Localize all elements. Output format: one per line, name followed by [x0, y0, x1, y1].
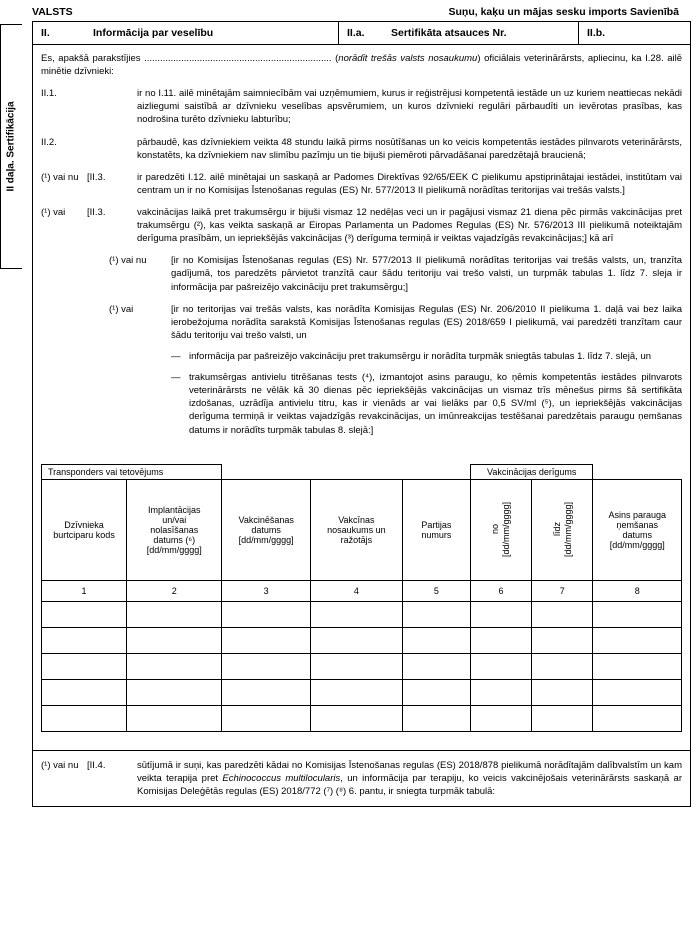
col-header-vaccine-name	[310, 479, 402, 580]
document-title: Suņu, kaķu un mājas sesku imports Savienībā	[448, 6, 679, 18]
subclause-a-label	[75, 254, 171, 293]
table-cell[interactable]	[127, 601, 222, 627]
table-cell[interactable]	[470, 705, 531, 731]
vaccination-table-wrapper	[33, 454, 690, 732]
table-cell[interactable]	[222, 679, 311, 705]
table-transponder-row	[42, 464, 682, 479]
table-cell[interactable]	[42, 601, 127, 627]
col-header-batch-number-l2: numurs	[421, 529, 452, 540]
col-header-valid-to	[532, 479, 593, 580]
table-cell[interactable]	[127, 627, 222, 653]
clause-ii-3a-option: (¹) vai nu	[41, 171, 79, 183]
table-footer-spacer	[33, 732, 690, 740]
table-cell[interactable]	[593, 627, 682, 653]
table-cell[interactable]	[127, 705, 222, 731]
subclause-b-text	[171, 303, 682, 437]
clause-ii-3b-number: [II.3.	[87, 206, 106, 218]
table-cell[interactable]	[222, 627, 311, 653]
section-ii-cell	[33, 22, 338, 44]
col-header-vaccine-name-l1: Vakcīnas	[338, 514, 375, 525]
section-iib-number: II.b.	[587, 27, 606, 39]
col-header-blood-sample-date	[593, 479, 682, 580]
col-header-implant-date-l5: [dd/mm/gggg]	[146, 544, 202, 555]
subclause-b-option: (¹) vai	[109, 303, 134, 315]
table-row[interactable]	[42, 679, 682, 705]
table-cell[interactable]	[532, 705, 593, 731]
section-iib-cell	[578, 22, 690, 44]
section-iia-title: Sertifikāta atsauces Nr.	[391, 27, 507, 39]
table-row[interactable]	[42, 653, 682, 679]
section-header-row	[33, 22, 690, 45]
subclause-b-label	[75, 303, 171, 437]
clause-ii-3a-label	[41, 171, 137, 197]
table-cell[interactable]	[42, 627, 127, 653]
table-cell[interactable]	[593, 601, 682, 627]
col-header-implant-date-l4: datums (⁶)	[153, 534, 196, 545]
dash-item-2-text: trakumsērgas antivielu titrēšanas tests (⁴), izmantojot asins paraugu, ko ņēmis kompetentās iestādes pilnvarots veterinārārsts ne vēlāk kā 30 dienas pēc iepriekšējās vakcinācijas un vismaz trīs mēnešus pirms šā sertifikāta izdošanas, uzrādīja antivielu titru, kas ir vienāds ar vai lielāks par 0,5 SV/ml (⁵), un iepriekšējās vakcinācijas derīguma termiņā ir veiktas vajadzīgās revakcinācijas, un imūnreakcijas testēšanai paredzētais paraugu ņemšanas datums ir norādīts turpmāk tabulas 8. slejā:]	[189, 372, 682, 436]
dash-item-1	[171, 350, 682, 363]
col-header-animal-code-l2: burtciparu kods	[53, 529, 115, 540]
col-number-6: 6	[470, 580, 531, 601]
col-header-valid-from-l2: [dd/mm/gggg]	[501, 502, 512, 558]
section-iia-cell	[338, 22, 578, 44]
dash-item-2	[171, 371, 682, 437]
table-cell[interactable]	[42, 653, 127, 679]
subclause-b-main-text: [ir no teritorijas vai trešās valsts, kas norādīta Komisijas Regulas (ES) Nr. 206/2010 II pielikuma 1. daļā vai bez laika ierobežojuma norādīta sarakstā Komisijas Īstenošanas regulas (ES) 2018/659 I pielikumā, vai paredzēti tranzītam caur šādu teritoriju vai trešo valsti, un	[171, 303, 682, 341]
col-header-blood-sample-date-l4: [dd/mm/gggg]	[609, 539, 665, 550]
col-header-valid-to-l2: [dd/mm/gggg]	[562, 502, 573, 558]
dash-marker-1: —	[171, 350, 181, 362]
section-iia-number: II.a.	[347, 27, 365, 39]
clause-ii-4	[41, 759, 682, 798]
country-label: VALSTS	[32, 6, 73, 18]
subclause-option-a	[41, 254, 682, 293]
table-cell[interactable]	[127, 679, 222, 705]
subclause-a-option: (¹) vai nu	[109, 255, 147, 267]
table-cell[interactable]	[310, 705, 402, 731]
table-cell[interactable]	[593, 679, 682, 705]
col-header-animal-code	[42, 479, 127, 580]
table-cell[interactable]	[532, 627, 593, 653]
table-row[interactable]	[42, 705, 682, 731]
table-cell[interactable]	[310, 601, 402, 627]
subclause-a-text: [ir no Komisijas Īstenošanas regulas (ES) Nr. 577/2013 II pielikumā norādītas teritorijas vai trešās valsts, un, tranzīta gadījumā, tos paredzēts pārvietot tranzītā caur šādu teritoriju vai trešo valsti, un turpmāk tabulas 1. līdz 7. sleja ir informācija par pašreizējo vakcināciju pret trakumsērgu;]	[171, 255, 682, 293]
col-header-valid-from-l1: no	[490, 524, 501, 535]
table-cell[interactable]	[532, 601, 593, 627]
clause-ii-4-text-b: , un informācija par terapiju, ko veicis vakcinējošais veterinārārsts saskaņā ar Komisijas Deleģētās regulas (ES) 2018/772 (⁷) (⁸) 6. pantu, ir sniegta turpmāk tabulā:	[137, 772, 682, 797]
col-header-blood-sample-date-l2: ņemšanas	[616, 519, 658, 530]
clause-ii-4-text-italic: Echinococcus multilocularis	[222, 772, 341, 784]
col-header-implant-date-l3: nolasīšanas	[150, 524, 199, 535]
table-cell[interactable]	[222, 705, 311, 731]
col-number-5: 5	[402, 580, 470, 601]
table-cell[interactable]	[42, 679, 127, 705]
col-header-implant-date-l1: Implantācijas	[148, 504, 201, 515]
col-header-vacc-date-l2: datums	[251, 524, 281, 535]
clause-ii-3b-option: (¹) vai	[41, 206, 66, 218]
col-header-blood-sample-date-l1: Asins parauga	[608, 509, 666, 520]
table-row[interactable]	[42, 601, 682, 627]
col-number-7: 7	[532, 580, 593, 601]
clause-ii-4-text	[137, 759, 682, 798]
col-number-2: 2	[127, 580, 222, 601]
col-header-valid-to-l1: līdz	[551, 522, 562, 537]
page-header	[10, 6, 683, 21]
col-header-vaccine-name-l3: ražotājs	[340, 534, 373, 545]
table-cell[interactable]	[402, 601, 470, 627]
clause-ii-3a-text: ir paredzēti I.12. ailē minētajai un saskaņā ar Padomes Direktīvas 92/65/EEK C pielikumu apstiprinātajai iestādei, institūtam vai centram un ir no Komisijas Īstenošanas regulas (ES) Nr. 577/2013 II pielikumā norādītas teritorijas vai trešās valsts.]	[137, 171, 682, 196]
intro-text-italic: norādīt trešās valsts nosaukumu	[338, 53, 478, 64]
table-cell[interactable]	[402, 653, 470, 679]
clause-ii-1-text: ir no I.11. ailē minētajām saimniecībām vai uzņēmumiem, kurus ir reģistrējusi kompetentā iestāde un uz kuriem neattiecas nekādi aizliegumi saistībā ar dzīvnieku veselības apsvērumiem, un kuros dzīvnieki regulāri pārbaudīti un ievērotas prasības, kas nodrošina turēto dzīvnieku labturību;	[137, 88, 682, 126]
col-number-4: 4	[310, 580, 402, 601]
vaccination-validity-group-label: Vakcinācijas derīgums	[470, 464, 593, 479]
clause-ii-3b-label	[41, 206, 137, 245]
table-cell[interactable]	[593, 705, 682, 731]
clause-ii-1-label	[41, 87, 137, 126]
table-cell[interactable]	[222, 653, 311, 679]
col-number-1: 1	[42, 580, 127, 601]
col-header-valid-to-text	[552, 502, 574, 557]
table-cell[interactable]	[532, 679, 593, 705]
col-header-blood-sample-date-l3: datums	[622, 529, 652, 540]
section-ii-number: II.	[41, 27, 50, 39]
clause-ii-4-box	[33, 750, 690, 806]
dash-marker-2: —	[171, 372, 181, 384]
table-cell[interactable]	[310, 627, 402, 653]
clause-ii-4-label	[41, 759, 137, 798]
table-row[interactable]	[42, 627, 682, 653]
col-header-vacc-date-l3: [dd/mm/gggg]	[238, 534, 294, 545]
col-header-batch-number-l1: Partijas	[421, 519, 452, 530]
col-header-animal-code-l1: Dzīvnieka	[64, 519, 104, 530]
table-cell[interactable]	[127, 653, 222, 679]
certification-body	[33, 45, 690, 454]
table-empty-spacer-b	[593, 464, 682, 479]
table-cell[interactable]	[470, 653, 531, 679]
col-header-implant-date	[127, 479, 222, 580]
col-header-batch-number	[402, 479, 470, 580]
clause-ii-1-number: II.1.	[41, 88, 57, 100]
col-header-valid-from-text	[490, 502, 512, 557]
table-cell[interactable]	[532, 653, 593, 679]
section-ii-title: Informācija par veselību	[93, 27, 214, 39]
table-cell[interactable]	[470, 679, 531, 705]
col-header-vaccine-name-l2: nosaukums un	[327, 524, 386, 535]
col-header-vacc-date-l1: Vakcinēšanas	[238, 514, 294, 525]
clause-ii-3a-number: [II.3.	[87, 171, 106, 183]
transponder-group-label: Transponders vai tetovējums	[42, 464, 222, 479]
table-cell[interactable]	[222, 601, 311, 627]
clause-ii-4-option: (¹) vai nu	[41, 759, 79, 771]
table-header-row	[42, 479, 682, 580]
clause-ii-2-number-2	[87, 136, 133, 162]
vaccination-table	[41, 464, 682, 732]
table-cell[interactable]	[310, 679, 402, 705]
intro-text-1: Es, apakšā parakstījies ....................................................................... (	[41, 53, 339, 64]
clause-ii-3b-text: vakcinācijas laikā pret trakumsērgu ir bijuši vismaz 12 nedēļas veci un ir pagājusi vismaz 21 diena pēc pirmās vakcinācijas pret trakumsērgu (²), kas veikta saskaņā ar Eiropas Parlamenta un Padomes Regulas (ES) Nr. 576/2013 III pielikumā noteiktajām derīguma prasībām, un iepriekšējās vakcinācijas (³) derīguma termiņā ir veiktas vajadzīgās revakcinācijas;] kā arī	[137, 206, 682, 245]
intro-paragraph	[41, 52, 682, 78]
clause-ii-2-text: pārbaudē, kas dzīvniekiem veikta 48 stundu laikā pirms nosūtīšanas un ko veicis kompetentās iestādes pilnvarots veterinārārsts, konstatēts, ka dzīvniekiem nav slimību pazīmju un tie bijuši piemēroti pārvadāšanai paredzētajā braucienā;	[137, 136, 682, 161]
table-cell[interactable]	[310, 653, 402, 679]
intro-text-2: ) oficiālais veterinārārsts, apliecinu, ka I.28. ailē minētie dzīvnieki:	[41, 53, 683, 78]
col-header-valid-from	[470, 479, 531, 580]
table-cell[interactable]	[402, 705, 470, 731]
table-empty-spacer-a	[222, 464, 470, 479]
col-number-3: 3	[222, 580, 311, 601]
clause-ii-2-number: II.2.	[41, 136, 57, 148]
table-cell[interactable]	[402, 679, 470, 705]
clause-ii-2	[41, 136, 682, 162]
certification-frame	[32, 21, 691, 807]
part-two-side-label	[0, 24, 22, 269]
clause-ii-3-option-b	[41, 206, 682, 245]
table-cell[interactable]	[402, 627, 470, 653]
col-number-8: 8	[593, 580, 682, 601]
col-header-vacc-date	[222, 479, 311, 580]
subclause-option-b	[41, 303, 682, 437]
clause-ii-2-label	[41, 136, 137, 162]
clause-ii-4-text-a: sūtījumā ir suņi, kas paredzēti kādai no Komisijas Īstenošanas regulas (ES) 2018/878 pielikumā norādītajām dalībvalstīm un kam veikta terapija pret	[137, 759, 682, 784]
clause-ii-1-number-2	[87, 87, 133, 126]
clause-ii-3-option-a	[41, 171, 682, 197]
col-header-implant-date-l2: un/vai	[162, 514, 187, 525]
table-cell[interactable]	[593, 653, 682, 679]
clause-ii-1	[41, 87, 682, 126]
table-cell[interactable]	[470, 601, 531, 627]
table-column-number-row	[42, 580, 682, 601]
table-cell[interactable]	[470, 627, 531, 653]
clause-ii-4-number: [II.4.	[87, 759, 106, 771]
part-two-side-label-text: II daļa. Sertifikācija	[6, 101, 18, 192]
dash-item-1-text: informācija par pašreizējo vakcināciju pret trakumsērgu ir norādīta turpmāk sniegtās tabulas 1. līdz 7. slejā, un	[189, 350, 652, 362]
table-cell[interactable]	[42, 705, 127, 731]
